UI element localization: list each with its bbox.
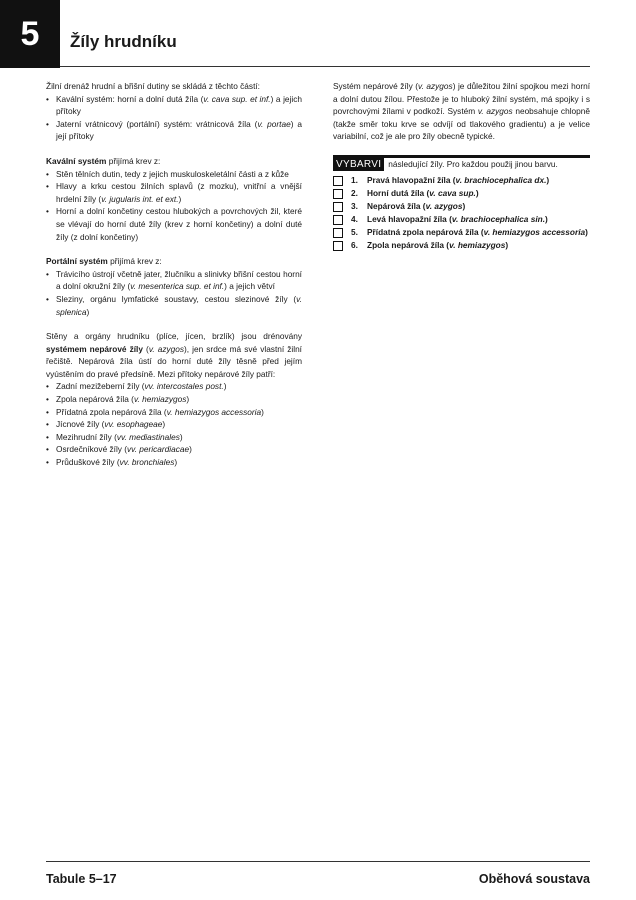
azygos-tributaries-list: [46, 380, 302, 468]
color-checkbox[interactable]: [333, 202, 343, 212]
item-label: Přídatná zpola nepárová žíla (v. hemiazygos accessoria): [367, 227, 588, 238]
caval-heading: Kavální systém: [46, 155, 107, 166]
footer-divider: [46, 861, 590, 862]
color-checkbox[interactable]: [333, 241, 343, 251]
page-title: Žíly hrudníku: [70, 32, 177, 51]
list-item: • Zpola nepárová žíla (v. hemiazygos): [46, 393, 302, 406]
list-item: • Horní a dolní končetiny cestou hlubokých a povrchových žil, které se vlévají do horní duté žíly (krev z horní končetiny) a dolní duté žíly (z dolní končetiny): [46, 205, 302, 243]
list-item: • Osrdečníkové žíly (vv. pericardiacae): [46, 443, 302, 456]
item-number: 2.: [351, 188, 358, 199]
list-item: • Průduškové žíly (vv. bronchiales): [46, 456, 302, 469]
list-item: • Jícnové žíly (vv. esophageae): [46, 418, 302, 431]
list-item: • Stěn tělních dutin, tedy z jejich muskuloskeletální části a z kůže: [46, 168, 302, 181]
color-instruction: následující žíly. Pro každou použij jinou barvu.: [388, 158, 558, 169]
item-label: Pravá hlavopažní žíla (v. brachiocephalica dx.): [367, 174, 550, 185]
intro-text: Žilní drenáž hrudní a břišní dutiny se skládá z těchto částí:: [46, 81, 260, 91]
caval-paragraph: Kavální systém přijímá krev z:: [46, 155, 161, 166]
intro-list: [46, 93, 302, 143]
color-checkbox[interactable]: [333, 189, 343, 199]
azygos-paragraph: Stěny a orgány hrudníku (plíce, jícen, brzlík) jsou drénovány systémem nepárové žíly (v. azygos), jen srdce má své vlastní žilní řečiště. Nepárová žíla ústí do horní duté žíly těsně před jejím vyústěním do pravé předsíně. Mezi přítoky nepárové žíly patří:: [46, 331, 302, 379]
caval-list: [46, 168, 302, 244]
item-number: 5.: [351, 227, 358, 238]
list-item: • Mezihrudní žíly (vv. mediastinales): [46, 431, 302, 444]
checklist-item: [333, 226, 590, 239]
list-item: • Jaterní vrátnicový (portální) systém: vrátnicová žíla (v. portae) a její přítoky: [46, 118, 302, 143]
item-label: Levá hlavopažní žíla (v. brachiocephalica sin.): [367, 214, 548, 225]
list-item: • Kavální systém: horní a dolní dutá žíla (v. cava sup. et inf.) a jejich přítoky: [46, 93, 302, 118]
item-label: Horní dutá žíla (v. cava sup.): [367, 188, 479, 199]
checklist-item: [333, 187, 590, 200]
checklist-item: [333, 239, 590, 252]
item-label: Nepárová žíla (v. azygos): [367, 201, 466, 212]
coloring-instruction: [333, 155, 590, 171]
item-number: 4.: [351, 214, 358, 225]
azygos-description: Systém nepárové žíly (v. azygos) je důležitou žilní spojkou mezi horní a dolní dutou žílou. Přestože je to hluboký žilní systém, má spojky i s povrchovými žílami v podkoží. Systém v. azygos neobsahuje chlopně (takže směr toku krve se odvíjí od tlakového gradientu) a je velice variabilní, což je ale pro žíly obecně typické.: [333, 81, 591, 142]
section-name: Oběhová soustava: [478, 872, 590, 886]
checklist-item: [333, 213, 590, 226]
color-checkbox[interactable]: [333, 228, 343, 238]
plate-number: Tabule 5–17: [46, 872, 117, 886]
list-item: • Přídatná zpola nepárová žíla (v. hemiazygos accessoria): [46, 406, 302, 419]
right-column: [333, 80, 590, 253]
list-item: • Sleziny, orgánu lymfatické soustavy, cestou slezinové žíly (v. splenica): [46, 293, 302, 318]
color-label: VYBARVI: [333, 158, 384, 171]
item-number: 1.: [351, 174, 358, 185]
list-item: • Zadní mezižeberní žíly (vv. intercostales post.): [46, 380, 302, 393]
list-item: • Trávicího ústrojí včetně jater, žlučníku a slinivky břišní cestou horní a dolní okružní žíly (v. mesenterica sup. et inf.) a jejich větví: [46, 268, 302, 293]
color-checkbox[interactable]: [333, 176, 343, 186]
item-label: Zpola nepárová žíla (v. hemiazygos): [367, 240, 509, 251]
chapter-number: 5: [20, 14, 40, 53]
chapter-number-box: [0, 0, 60, 68]
item-number: 6.: [351, 240, 358, 251]
color-checkbox[interactable]: [333, 215, 343, 225]
portal-heading: Portální systém: [46, 256, 108, 267]
list-item: • Hlavy a krku cestou žilních splavů (z mozku), vnitřní a vnější hrdelní žíly (v. jugularis int. et ext.): [46, 180, 302, 205]
portal-list: [46, 268, 302, 318]
coloring-checklist: [333, 174, 590, 252]
checklist-item: [333, 200, 590, 213]
checklist-item: [333, 174, 590, 187]
left-column: [46, 80, 302, 469]
item-number: 3.: [351, 201, 358, 212]
portal-paragraph: Portální systém přijímá krev z:: [46, 256, 162, 267]
title-divider: [60, 66, 590, 67]
